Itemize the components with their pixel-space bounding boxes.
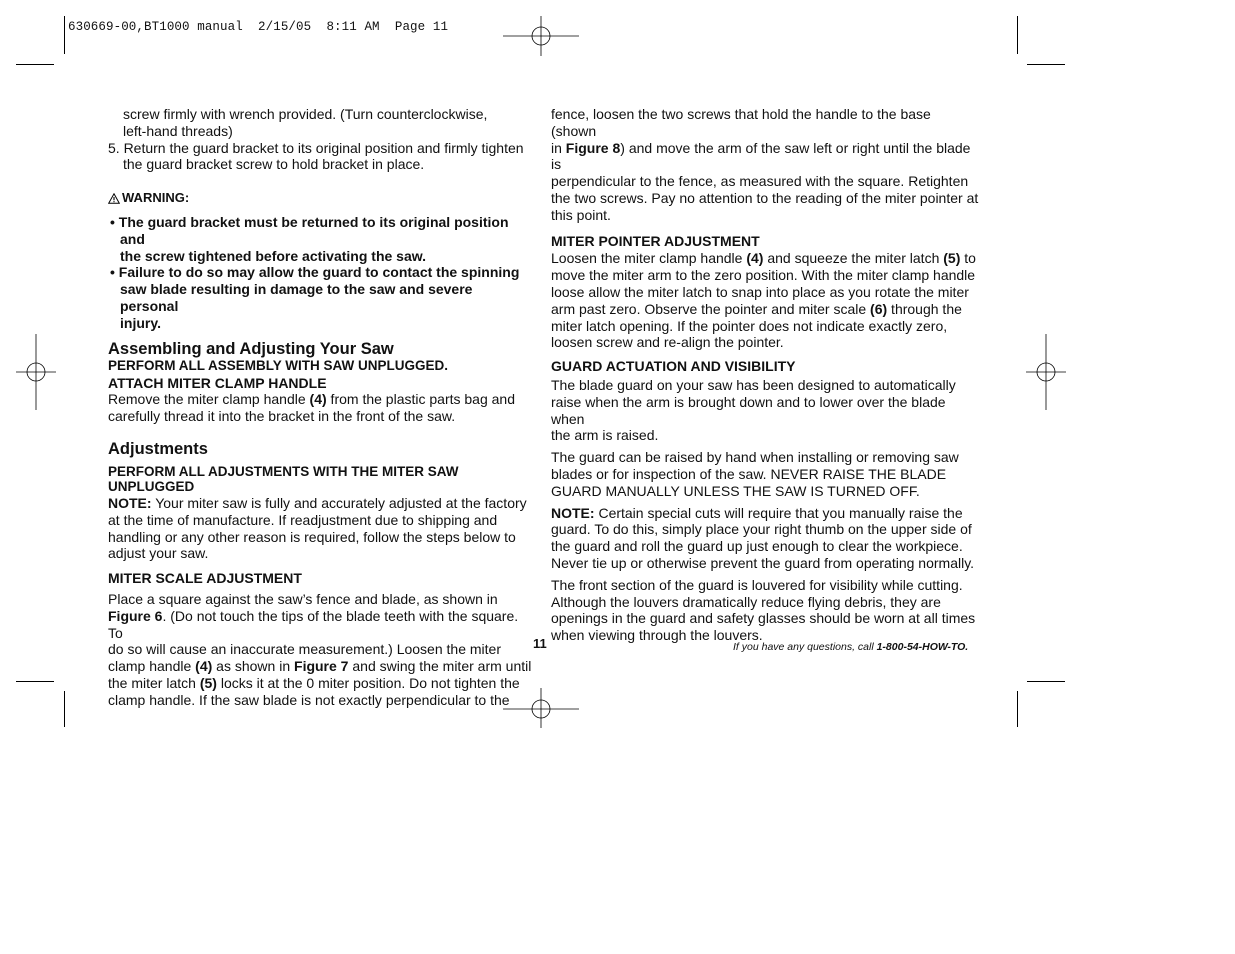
note-factory: NOTE: Your miter saw is fully and accurately adjusted at the factory at the time of manufacture. If readjustment due to shipping and handling or any other reason is required, follow the steps below to adjust your saw. (108, 494, 527, 562)
registration-mark (1008, 334, 1084, 410)
guard-raise-text: The guard can be raised by hand when installing or removing saw blades or for inspection of the saw. NEVER RAISE THE BLADE GUARD MANUALLY UNLESS THE SAW IS TURNED OFF. (551, 449, 959, 499)
registration-mark (503, 0, 579, 76)
warning-bullet: • Failure to do so may allow the guard to contact the spinning saw blade resulting in damage to the saw and severe personal injury. (110, 264, 520, 331)
right-column (551, 106, 979, 644)
warning-triangle-icon (108, 193, 120, 204)
footer-help-line: If you have any questions, call 1-800-54-HOW-TO. (733, 641, 969, 653)
miter-pointer-text: Loosen the miter clamp handle (4) and squeeze the miter latch (5) to move the miter arm to the zero position. With the miter clamp handle loose allow the miter latch to snap into place as you rotate the miter arm past zero. Observe the pointer and miter scale (6) through the miter latch opening. If the pointer does not indicate exactly zero, loosen screw and re-align the pointer. (551, 250, 976, 351)
miter-scale-text: Place a square against the saw’s fence and blade, as shown in Figure 6. (Do not touch the tips of the blade teeth with the square. To do so will cause an inaccurate measurement.) Loosen the miter clamp handle (4) as shown in Figure 7 and swing the miter arm until the miter latch (5) locks it at the 0 miter position. Do not tighten the clamp handle. If the saw blade is not exactly perpendicular to the (108, 590, 532, 708)
step4-continuation: screw firmly with wrench provided. (Turn counterclockwise, left-hand threads) (123, 106, 488, 139)
registration-mark (0, 334, 76, 410)
left-column (108, 106, 533, 709)
warning-heading: WARNING: (108, 190, 533, 207)
crop-mark (16, 681, 54, 682)
miter-scale-continuation: fence, loosen the two screws that hold the handle to the base (shown in Figure 8) and move the arm of the saw left or right until the blade is perpendicular to the fence, as measured with the square. Retighten the two screws. Pay no attention to the reading of the miter pointer at this point. (551, 106, 979, 223)
crop-mark (16, 64, 54, 65)
heading-guard-actuation: GUARD ACTUATION AND VISIBILITY (551, 358, 796, 375)
section-title-assembling: Assembling and Adjusting Your Saw (108, 339, 394, 358)
crop-mark (1027, 681, 1065, 682)
guard-actuation-text: The blade guard on your saw has been designed to automatically raise when the arm is brought down and to lower over the blade when the arm is raised. (551, 376, 956, 444)
warning-bullet: • The guard bracket must be returned to its original position and the screw tightened before activating the saw. (110, 213, 509, 264)
print-slug: 630669-00,BT1000 manual 2/15/05 8:11 AM Page 11 (68, 20, 449, 34)
crop-mark (1027, 64, 1065, 65)
heading-miter-scale: MITER SCALE ADJUSTMENT (108, 570, 302, 587)
crop-mark (64, 691, 65, 727)
step5: 5. Return the guard bracket to its original position and firmly tighten the guard bracket screw to hold bracket in place. (108, 139, 524, 173)
section-title-adjustments: Adjustments (108, 439, 208, 458)
heading-miter-pointer: MITER POINTER ADJUSTMENT (551, 232, 760, 249)
guard-note-text: NOTE: Certain special cuts will require that you manually raise the guard. To do this, simply place your right thumb on the upper side of the guard and roll the guard up just enough to clear the workpiece. Never tie up or otherwise prevent the guard from operating normally. (551, 504, 975, 571)
footer-phone: 1-800-54-HOW-TO. (876, 641, 969, 653)
page-number: 11 (533, 636, 547, 651)
guard-louver-text: The front section of the guard is louvered for visibility while cutting. Although the louvers dramatically reduce flying debris, they are openings in the guard and safety glasses should be worn at all times when viewing through the louvers. (551, 576, 976, 644)
attach-text: Remove the miter clamp handle (4) from the plastic parts bag and carefully thread it into the bracket in the front of the saw. (108, 391, 515, 425)
heading-attach-handle: ATTACH MITER CLAMP HANDLE (108, 374, 327, 391)
adjustments-warning: PERFORM ALL ADJUSTMENTS WITH THE MITER SAW UNPLUGGED (108, 463, 459, 495)
assembly-warning: PERFORM ALL ASSEMBLY WITH SAW UNPLUGGED. (108, 357, 449, 373)
crop-mark (1017, 16, 1018, 54)
crop-mark (64, 16, 65, 54)
crop-mark (1017, 691, 1018, 727)
